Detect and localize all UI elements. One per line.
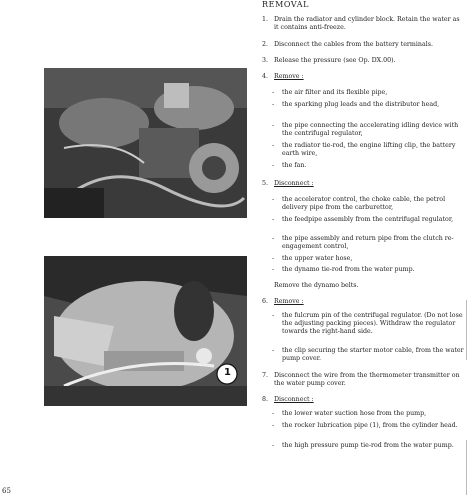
list-item-text: the rocker lubrication pipe (1), from the cylinder head.: [282, 422, 458, 429]
step-number: 1.: [262, 16, 269, 23]
list-item: [272, 101, 468, 109]
list-item-text: the lower water suction hose from the pump,: [282, 410, 427, 417]
list-item: [272, 312, 468, 337]
bullet-dash: -: [272, 235, 275, 242]
list-item-text: the air filter and its flexible pipe,: [282, 89, 388, 96]
bullet-dash: -: [272, 442, 275, 449]
bullet-dash: -: [272, 266, 275, 273]
list-item: [272, 196, 468, 212]
list-item-text: the radiator tie-rod, the engine lifting clip, the battery earth wire,: [282, 142, 456, 158]
bullet-dash: -: [272, 312, 275, 319]
step-number: 2.: [262, 41, 269, 48]
step-text: Disconnect :: [274, 180, 314, 187]
step-text: Disconnect the wire from the thermometer transmitter on the water pump cover.: [274, 372, 460, 388]
list-item: [272, 410, 468, 418]
step-1: [262, 16, 466, 32]
list-item-text: the fan.: [282, 162, 307, 169]
bullet-dash: -: [272, 162, 275, 169]
water-pump-image: [44, 256, 247, 406]
step-7: [262, 372, 466, 388]
step-number: 7.: [262, 372, 269, 379]
section-heading: REMOVAL: [262, 0, 309, 9]
list-item-text: the pipe assembly and return pipe from the clutch re-engagement control,: [282, 235, 454, 251]
list-item-text: the clip securing the starter motor cable, from the water pump cover.: [282, 347, 464, 363]
bullet-dash: -: [272, 101, 275, 108]
list-item: [272, 442, 468, 450]
list-item: [272, 142, 468, 158]
callout-label: 1: [224, 367, 231, 378]
list-item-text: the high pressure pump tie-rod from the water pump.: [282, 442, 454, 449]
bullet-dash: -: [272, 216, 275, 223]
step-3: [262, 57, 466, 65]
list-item-text: the pipe connecting the accelerating idling device with the centrifugal regulator,: [282, 122, 459, 138]
step-8: [262, 396, 466, 404]
list-item: [272, 255, 468, 263]
step-text: Disconnect :: [274, 396, 314, 403]
bullet-dash: -: [272, 347, 275, 354]
list-item: [272, 422, 468, 430]
step-text: Release the pressure (see Op. DX.00).: [274, 57, 396, 64]
step-text: Remove :: [274, 73, 304, 80]
bullet-dash: -: [272, 422, 275, 429]
step-number: 6.: [262, 298, 269, 305]
step-4: [262, 73, 466, 81]
step-5: [262, 180, 466, 188]
engine-bay-image: [44, 68, 247, 218]
list-item: [272, 235, 468, 251]
list-item-text: the upper water hose,: [282, 255, 353, 262]
step-number: 5.: [262, 180, 269, 187]
water-pump-photo: [44, 256, 247, 406]
bullet-dash: -: [272, 122, 275, 129]
engine-photo-top: [44, 68, 247, 218]
list-item: [272, 216, 468, 224]
list-item: [272, 89, 468, 97]
bullet-dash: -: [272, 196, 275, 203]
dynamo-belts-note: Remove the dynamo belts.: [274, 282, 359, 289]
list-item-text: the accelerator control, the choke cable, the petrol delivery pipe from the carburettor,: [282, 196, 446, 212]
step-text: Drain the radiator and cylinder block. Retain the water as it contains anti-freeze.: [274, 16, 460, 32]
bullet-dash: -: [272, 89, 275, 96]
margin-rule: [466, 440, 467, 495]
list-item-text: the sparking plug leads and the distributor head,: [282, 101, 440, 108]
step-text: Disconnect the cables from the battery terminals.: [274, 41, 433, 48]
list-item: [272, 266, 468, 274]
list-item: [272, 122, 468, 138]
margin-rule: [466, 300, 467, 360]
step-number: 3.: [262, 57, 269, 64]
list-item: [272, 162, 468, 170]
bullet-dash: -: [272, 142, 275, 149]
list-item-text: the fulcrum pin of the centrifugal regulator. (Do not lose the adjusting packing pieces). Withdraw the regulator towards the right-hand side.: [282, 312, 463, 336]
step-number: 8.: [262, 396, 269, 403]
bullet-dash: -: [272, 255, 275, 262]
page-number: 65: [2, 487, 11, 495]
list-item-text: the dynamo tie-rod from the water pump.: [282, 266, 415, 273]
list-item: [272, 347, 468, 363]
list-item-text: the feedpipe assembly from the centrifugal regulator,: [282, 216, 454, 223]
step-number: 4.: [262, 73, 269, 80]
bullet-dash: -: [272, 410, 275, 417]
step-6: [262, 298, 466, 306]
step-text: Remove :: [274, 298, 304, 305]
step-2: [262, 41, 466, 49]
